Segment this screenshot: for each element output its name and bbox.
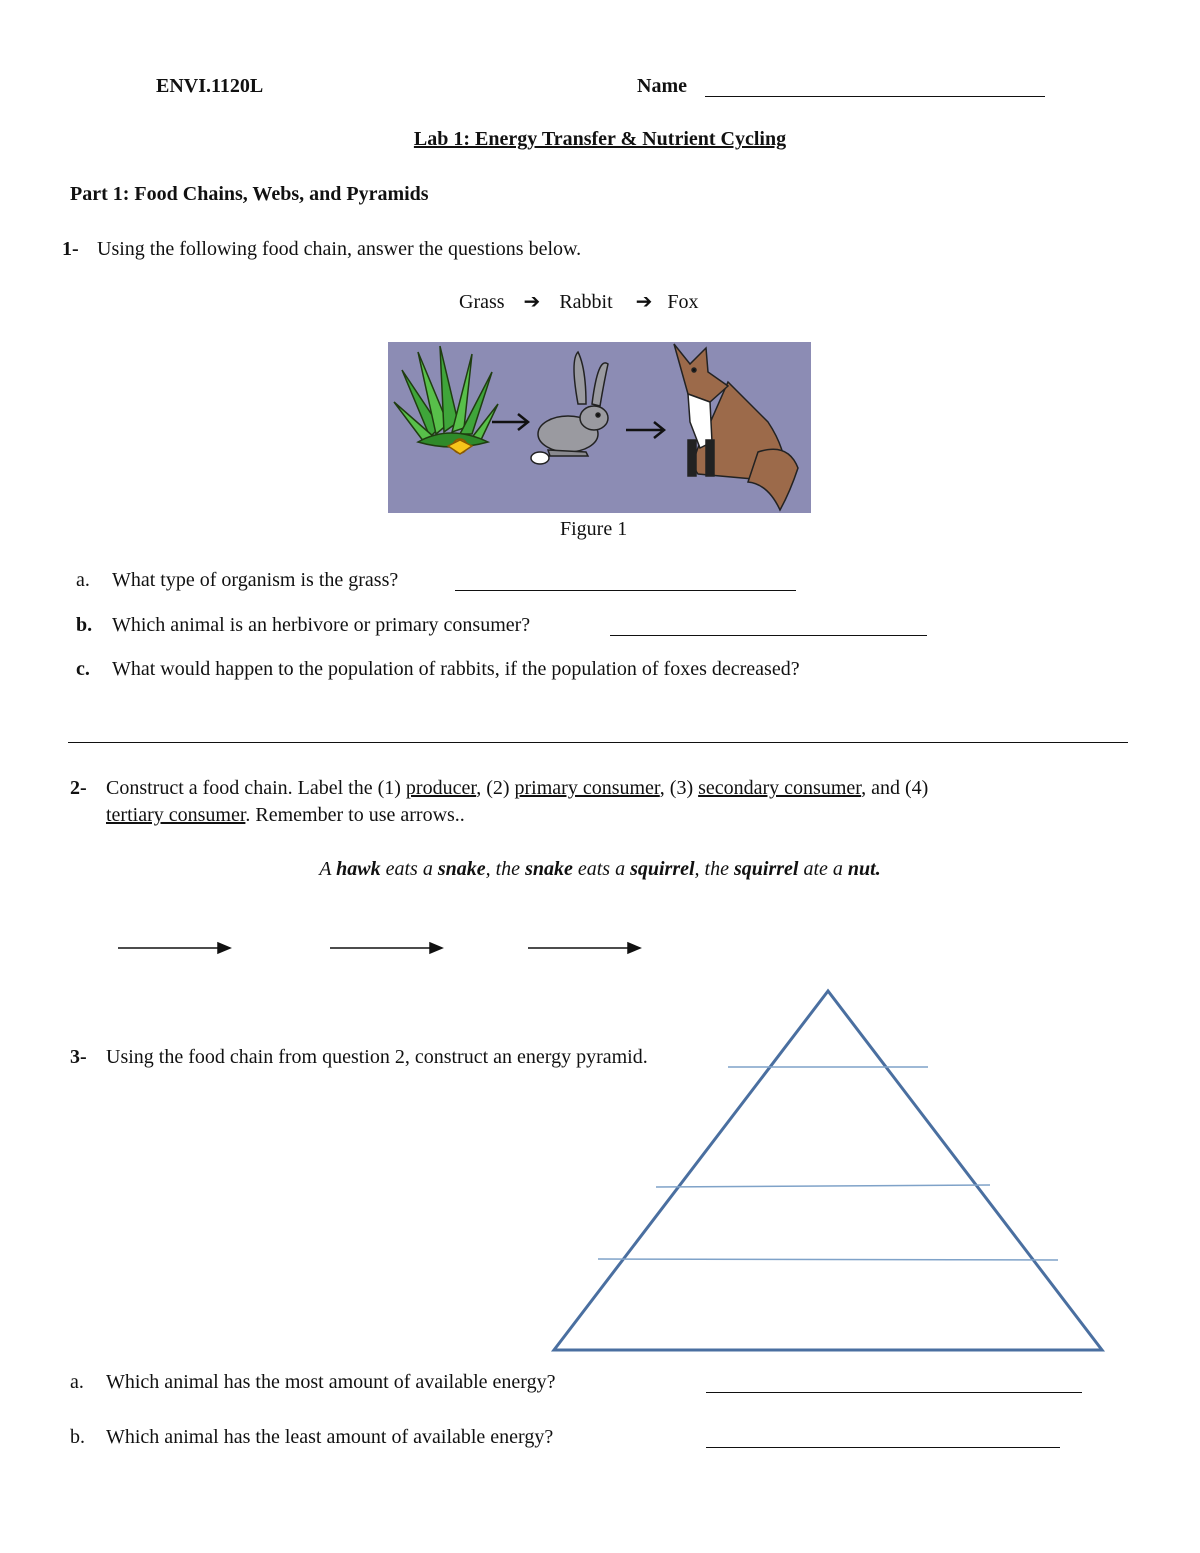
chain-item-rabbit: Rabbit [559,291,613,313]
sentence-bold-nut: nut. [847,858,881,880]
sentence-part: ate a [798,858,848,880]
term-primary-consumer: primary consumer [514,777,660,799]
sentence-part: eats a [380,858,438,880]
q2-text: , (3) [659,777,699,799]
q3b-text: Which animal has the least amount of available energy? [106,1426,554,1448]
arrow-icon [118,943,230,953]
sentence-part: , the [485,858,526,880]
pyramid-level-line[interactable] [656,1185,990,1187]
q2-sentence [0,857,1200,881]
q1c-text: What would happen to the population of rabbits, if the population of foxes decreased? [112,658,800,680]
arrow-icon [330,943,442,953]
sentence-bold-snake: snake [437,858,486,880]
q2-text-line1 [106,776,928,800]
arrow-icon [528,943,640,953]
name-label: Name [637,75,687,97]
q2-text: . Remember to use arrows.. [245,804,465,826]
sentence-part: A [319,858,337,880]
sentence-bold-hawk: hawk [336,858,381,880]
q2-text-line2 [106,803,465,827]
q2-text: , (2) [476,777,515,799]
pyramid-level-line[interactable] [598,1259,1058,1260]
term-producer: producer [405,777,477,799]
term-secondary-consumer: secondary consumer [698,777,862,799]
q3a-letter: a. [70,1371,84,1393]
q1-number: 1- [62,238,79,260]
q1b-answer-line[interactable] [610,635,927,636]
sentence-bold-snake: snake [525,858,573,880]
q1c-letter: c. [76,658,90,680]
q3b-letter: b. [70,1426,85,1448]
q1a-answer-line[interactable] [455,590,796,591]
q2-arrows [110,938,650,958]
chain-item-fox: Fox [667,291,699,313]
pyramid-outline [554,991,1102,1350]
energy-pyramid [540,980,1120,1360]
lab-title: Lab 1: Energy Transfer & Nutrient Cycling [413,128,787,150]
arrow-icon: ➔ [635,291,653,313]
q1b-letter: b. [76,614,93,636]
q3a-answer-line[interactable] [706,1392,1082,1393]
food-chain-figure [388,342,811,513]
q2-text: , and (4) [861,777,929,799]
q1c-answer-line[interactable] [68,742,1128,743]
chain-item-grass: Grass [459,291,505,313]
part1-heading: Part 1: Food Chains, Webs, and Pyramids [70,183,429,205]
q3-number: 3- [70,1046,87,1068]
arrow-icon: ➔ [523,291,541,313]
q1-prompt: Using the following food chain, answer the questions below. [97,238,582,260]
q1a-letter: a. [76,569,90,591]
term-tertiary-consumer: tertiary consumer [106,804,246,826]
q3b-answer-line[interactable] [706,1447,1060,1448]
q1a-text: What type of organism is the grass? [112,569,399,591]
sentence-part: eats a [572,858,631,880]
sentence-bold-squirrel: squirrel [630,858,695,880]
sentence-part: , the [694,858,734,880]
name-field[interactable] [705,96,1045,97]
course-code: ENVI.1120L [156,75,264,97]
q3a-text: Which animal has the most amount of available energy? [106,1371,556,1393]
q3-prompt: Using the food chain from question 2, construct an energy pyramid. [106,1046,648,1068]
food-chain-text [459,290,699,314]
figure-caption: Figure 1 [560,518,628,540]
sentence-bold-squirrel: squirrel [733,858,799,880]
q2-number: 2- [70,777,87,799]
q1b-text: Which animal is an herbivore or primary consumer? [112,614,531,636]
q2-text: Construct a food chain. Label the (1) [106,777,406,799]
